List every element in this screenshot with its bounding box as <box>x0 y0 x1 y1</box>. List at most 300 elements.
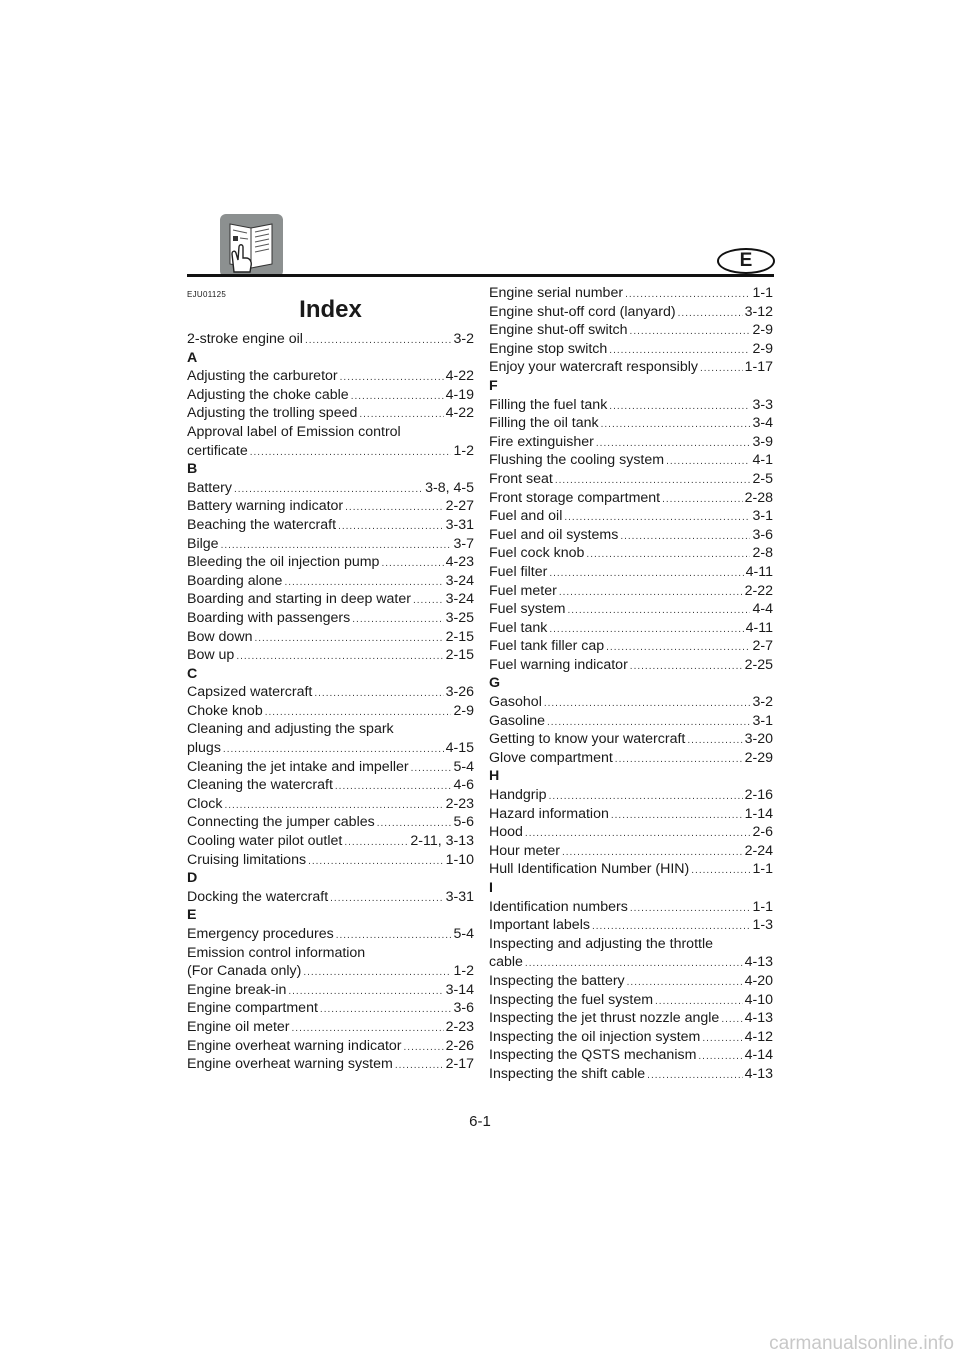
index-entry-label: Fuel and oil <box>489 508 563 525</box>
index-entry-page: 1-1 <box>752 898 773 915</box>
index-entry-page: 3-1 <box>752 712 773 729</box>
index-entry-page: 3-2 <box>453 331 474 347</box>
index-section-letter: C <box>187 665 198 682</box>
index-entry <box>187 999 474 1018</box>
index-entry-page: 4-15 <box>445 740 474 757</box>
index-entry <box>187 367 474 386</box>
index-entry-page: 4-23 <box>445 554 474 571</box>
index-entry-label: Engine stop switch <box>489 340 608 357</box>
index-entry-label: Cooling water pilot outlet <box>187 833 343 850</box>
index-entry-page: 2-17 <box>445 1056 474 1073</box>
index-entry-text: Cleaning and adjusting the spark <box>187 721 394 738</box>
index-entry-page: 2-29 <box>744 749 773 766</box>
index-entry-label: Bow up <box>187 647 235 664</box>
index-entry-label: Engine overheat warning system <box>187 1056 393 1073</box>
dot-leader <box>609 398 750 415</box>
document-code: EJU01125 <box>187 290 227 299</box>
index-entry-page: 4-1 <box>752 452 773 469</box>
dot-leader <box>335 778 452 795</box>
index-entry-label: Inspecting the fuel system <box>489 991 654 1008</box>
index-entry <box>187 888 474 907</box>
index-entry-page: 4-22 <box>445 405 474 422</box>
dot-leader <box>655 993 743 1010</box>
index-entry-label: Clock <box>187 795 223 812</box>
index-entry-label: Getting to know your watercraft <box>489 731 686 748</box>
index-entry-label: Choke knob <box>187 702 263 719</box>
index-entry-page: 4-12 <box>744 1028 773 1045</box>
index-entry <box>489 786 773 805</box>
index-entry-label: Fire extinguisher <box>489 433 594 450</box>
dot-leader <box>630 323 751 340</box>
index-entry-label: Cruising limitations <box>187 851 307 868</box>
dot-leader <box>525 825 751 842</box>
dot-leader <box>288 983 443 1000</box>
index-entry <box>489 358 773 377</box>
dot-leader <box>381 555 443 572</box>
dot-leader <box>611 807 743 824</box>
index-entry-page: 4-19 <box>445 386 474 403</box>
dot-leader <box>284 574 443 591</box>
index-entry-page: 1-3 <box>752 917 773 934</box>
index-entry-page: 2-7 <box>752 638 773 655</box>
dot-leader <box>721 1011 742 1028</box>
dot-leader <box>525 955 743 972</box>
index-entry-label: Battery warning indicator <box>187 498 344 515</box>
dot-leader <box>395 1057 444 1074</box>
dot-leader <box>630 900 751 917</box>
index-entry-label: Beaching the watercraft <box>187 516 337 533</box>
index-section-letter: E <box>187 907 197 924</box>
index-entry-page: 2-27 <box>445 498 474 515</box>
dot-leader <box>411 760 452 777</box>
index-entry <box>187 851 474 870</box>
index-entry <box>187 516 474 535</box>
index-entry-label: cable <box>489 954 523 971</box>
index-entry-page: 4-6 <box>453 777 474 794</box>
index-entry <box>489 656 773 675</box>
index-entry <box>187 628 474 647</box>
dot-leader <box>625 286 750 303</box>
dot-leader <box>338 518 444 535</box>
index-entry-page: 4-22 <box>445 368 474 385</box>
index-entry-page: 2-15 <box>445 647 474 664</box>
index-entry <box>489 451 773 470</box>
index-entry-label: Hull Identification Number (HIN) <box>489 861 690 878</box>
index-entry-page: 2-6 <box>752 824 773 841</box>
dot-leader <box>592 918 751 935</box>
dot-leader <box>678 305 743 322</box>
index-entry-page: 3-6 <box>453 1000 474 1017</box>
index-entry-label: Fuel system <box>489 601 566 618</box>
index-entry-page: 2-9 <box>752 322 773 339</box>
index-entry <box>489 340 773 359</box>
index-entry <box>187 1055 474 1074</box>
index-entry-label: Fuel and oil systems <box>489 526 619 543</box>
index-entry-label: Engine shut-off switch <box>489 322 628 339</box>
index-section-letter: F <box>489 377 498 394</box>
index-entry <box>489 972 773 991</box>
dot-leader <box>359 406 443 423</box>
index-entry-label: Gasoline <box>489 712 545 729</box>
dot-leader <box>627 974 743 991</box>
dot-leader <box>250 444 452 461</box>
index-entry-label: Inspecting the oil injection system <box>489 1028 701 1045</box>
index-entry-page: 3-31 <box>445 888 474 905</box>
page-number: 6-1 <box>469 1113 491 1130</box>
index-entry-page: 1-2 <box>453 442 474 459</box>
index-entry <box>187 813 474 832</box>
index-section-letter: H <box>489 768 500 785</box>
index-entry <box>187 739 474 758</box>
index-entry-label: Battery <box>187 479 232 496</box>
index-entry-page: 3-6 <box>752 526 773 543</box>
index-entry <box>489 916 773 935</box>
index-entry-label: Important labels <box>489 917 590 934</box>
dot-leader <box>630 658 743 675</box>
index-entry <box>187 553 474 572</box>
dot-leader <box>336 927 452 944</box>
index-entry-page: 1-14 <box>744 805 773 822</box>
dot-leader <box>345 499 443 516</box>
index-entry-label: Engine compartment <box>187 1000 318 1017</box>
dot-leader <box>223 741 444 758</box>
index-entry <box>187 925 474 944</box>
index-entry-label: Gasohol <box>489 694 542 711</box>
index-entry <box>489 563 773 582</box>
index-entry-page: 1-1 <box>752 285 773 301</box>
index-entry <box>187 497 474 516</box>
index-entry-page: 3-20 <box>744 731 773 748</box>
index-entry <box>489 544 773 563</box>
dot-leader <box>330 890 443 907</box>
dot-leader <box>620 528 750 545</box>
index-entry-label: Bilge <box>187 535 219 552</box>
index-entry <box>187 386 474 405</box>
dot-leader <box>320 1001 452 1018</box>
dot-leader <box>609 342 750 359</box>
dot-leader <box>221 537 452 554</box>
index-section-letter: A <box>187 349 198 366</box>
index-entry-text: Inspecting and adjusting the throttle <box>489 935 714 952</box>
index-entry-label: Emergency procedures <box>187 926 334 942</box>
index-entry <box>187 572 474 591</box>
dot-leader <box>555 472 751 489</box>
index-entry <box>187 758 474 777</box>
dot-leader <box>562 844 743 861</box>
dot-leader <box>234 481 423 498</box>
index-entry-page: 4-13 <box>744 954 773 971</box>
index-section-letter: I <box>489 880 493 896</box>
index-entry-label: Hood <box>489 824 523 841</box>
index-entry <box>187 609 474 628</box>
dot-leader <box>700 360 743 377</box>
index-entry <box>489 489 773 508</box>
index-entry-label: Flushing the cooling system <box>489 452 665 469</box>
index-entry-page: 1-10 <box>445 851 474 868</box>
index-entry-page: 3-4 <box>752 415 773 432</box>
index-entry-label: Hour meter <box>489 842 560 859</box>
index-entry-page: 2-5 <box>752 470 773 487</box>
index-entry-label: Bleeding the oil injection pump <box>187 554 380 571</box>
dot-leader <box>308 853 444 870</box>
index-entry <box>187 535 474 554</box>
dot-leader <box>549 788 743 805</box>
dot-leader <box>314 685 443 702</box>
dot-leader <box>615 751 743 768</box>
index-entry <box>489 860 773 879</box>
index-entry <box>489 433 773 452</box>
index-entry-label: 2-stroke engine oil <box>187 331 303 347</box>
index-entry <box>489 712 773 731</box>
index-entry <box>489 526 773 545</box>
dot-leader <box>662 491 742 508</box>
index-entry <box>489 284 773 303</box>
index-entry <box>187 981 474 1000</box>
index-entry <box>489 414 773 433</box>
index-entry-label: Engine serial number <box>489 285 624 301</box>
index-entry <box>187 646 474 665</box>
dot-leader <box>606 639 750 656</box>
index-entry-label: Engine break-in <box>187 981 287 998</box>
page-title: Index <box>299 296 362 323</box>
index-entry-label: Boarding and starting in deep water <box>187 591 411 608</box>
dot-leader <box>559 584 743 601</box>
language-badge: E <box>717 248 775 274</box>
index-entry <box>489 582 773 601</box>
dot-leader <box>351 388 444 405</box>
dot-leader <box>377 815 452 832</box>
index-entry <box>489 600 773 619</box>
index-entry-page: 1-17 <box>744 359 773 376</box>
index-entry-page: 3-1 <box>752 508 773 525</box>
index-entry <box>489 898 773 917</box>
index-entry <box>489 1009 773 1028</box>
index-entry-label: Fuel cock knob <box>489 545 585 562</box>
index-entry-label: Hazard information <box>489 805 609 822</box>
index-entry-label: Filling the oil tank <box>489 415 599 432</box>
index-entry-label: Fuel warning indicator <box>489 656 628 673</box>
dot-leader <box>596 435 751 452</box>
index-entry-label: Adjusting the choke cable <box>187 386 349 403</box>
index-entry-page: 3-3 <box>752 396 773 413</box>
dot-leader <box>544 695 751 712</box>
dot-leader <box>564 509 750 526</box>
index-entry-label: Engine overheat warning indicator <box>187 1037 402 1054</box>
index-entry <box>489 842 773 861</box>
index-entry <box>187 1018 474 1037</box>
manual-book-hand-icon <box>220 214 283 277</box>
dot-leader <box>666 453 750 470</box>
index-entry-label: Fuel filter <box>489 563 548 580</box>
index-entry-page: 4-13 <box>744 1010 773 1027</box>
index-entry-label: Engine oil meter <box>187 1018 290 1035</box>
index-entry-page: 3-12 <box>744 303 773 320</box>
index-entry-page: 4-13 <box>744 1065 773 1082</box>
index-entry <box>489 619 773 638</box>
index-column-right <box>489 284 773 1084</box>
index-entry-label: Front seat <box>489 470 553 487</box>
index-entry-label: Boarding with passengers <box>187 609 351 626</box>
index-entry-page: 3-9 <box>752 433 773 450</box>
index-entry-page: 2-24 <box>744 842 773 859</box>
index-entry-page: 2-26 <box>445 1037 474 1054</box>
index-entry-label: Inspecting the battery <box>489 972 625 989</box>
index-entry <box>489 823 773 842</box>
index-entry-label: Capsized watercraft <box>187 684 313 701</box>
index-entry-page: 5-4 <box>453 758 474 775</box>
index-entry-page: 4-11 <box>745 619 773 636</box>
index-entry-label: Handgrip <box>489 787 547 804</box>
index-entry <box>489 303 773 322</box>
index-entry <box>187 479 474 498</box>
index-entry-page: 2-28 <box>744 489 773 506</box>
dot-leader <box>601 416 751 433</box>
index-entry-page: 2-22 <box>744 582 773 599</box>
dot-leader <box>586 546 750 563</box>
index-entry-page: 1-1 <box>752 861 773 878</box>
index-section-letter: B <box>187 461 198 478</box>
index-entry-label: Engine shut-off cord (lanyard) <box>489 303 676 320</box>
index-entry-label: Adjusting the carburetor <box>187 368 338 385</box>
index-entry-page: 2-23 <box>445 1018 474 1035</box>
index-entry-label: certificate <box>187 442 248 459</box>
dot-leader <box>340 369 444 386</box>
index-entry-page: 3-25 <box>445 609 474 626</box>
dot-leader <box>687 732 742 749</box>
index-entry <box>489 637 773 656</box>
index-entry-page: 2-15 <box>445 628 474 645</box>
index-entry-page: 3-24 <box>445 572 474 589</box>
dot-leader <box>404 1039 444 1056</box>
index-column-left <box>187 330 474 1074</box>
index-entry-label: Identification numbers <box>489 898 628 915</box>
index-entry <box>489 1065 773 1084</box>
dot-leader <box>647 1067 742 1084</box>
index-entry-page: 5-4 <box>453 926 474 942</box>
dot-leader <box>303 964 451 981</box>
index-entry <box>187 590 474 609</box>
dot-leader <box>549 621 743 638</box>
dot-leader <box>224 797 443 814</box>
index-entry <box>489 693 773 712</box>
index-entry-label: Enjoy your watercraft responsibly <box>489 359 698 376</box>
index-entry-label: Inspecting the QSTS mechanism <box>489 1047 697 1064</box>
index-entry-label: Glove compartment <box>489 749 613 766</box>
index-entry <box>187 404 474 423</box>
index-entry <box>489 1046 773 1065</box>
index-entry <box>187 330 474 349</box>
index-entry-page: 3-7 <box>453 535 474 552</box>
index-entry <box>187 795 474 814</box>
dot-leader <box>236 648 443 665</box>
index-entry <box>489 730 773 749</box>
index-entry <box>187 776 474 795</box>
index-entry-page: 2-11, 3-13 <box>410 833 474 850</box>
dot-leader <box>413 592 444 609</box>
index-entry-text: Emission control information <box>187 944 366 961</box>
index-entry-label: Bow down <box>187 628 253 645</box>
dot-leader <box>691 862 750 879</box>
index-entry-label: Connecting the jumper cables <box>187 814 375 831</box>
dot-leader <box>567 602 750 619</box>
index-entry-page: 3-26 <box>445 684 474 701</box>
watermark: carmanualsonline.info <box>769 1333 954 1354</box>
index-entry-page: 4-20 <box>744 972 773 989</box>
index-entry-page: 3-8, 4-5 <box>425 479 474 496</box>
index-entry-page: 3-14 <box>445 981 474 998</box>
dot-leader <box>292 1020 444 1037</box>
index-section-letter: D <box>187 870 198 887</box>
index-entry-label: Adjusting the trolling speed <box>187 405 358 422</box>
index-entry-label: Inspecting the shift cable <box>489 1065 646 1082</box>
index-entry <box>489 470 773 489</box>
dot-leader <box>702 1030 742 1047</box>
index-entry <box>187 442 474 461</box>
index-entry-page: 2-9 <box>453 702 474 719</box>
index-entry <box>489 953 773 972</box>
index-entry-page: 3-31 <box>445 516 474 533</box>
index-entry <box>489 396 773 415</box>
dot-leader <box>254 630 443 647</box>
dot-leader <box>344 834 408 851</box>
index-entry-label: Fuel tank filler cap <box>489 638 605 655</box>
index-entry-label: Docking the watercraft <box>187 888 329 905</box>
index-entry <box>489 805 773 824</box>
index-entry <box>187 683 474 702</box>
index-entry <box>187 702 474 721</box>
index-entry-page: 2-25 <box>744 656 773 673</box>
dot-leader <box>698 1048 742 1065</box>
index-entry-page: 4-14 <box>744 1047 773 1064</box>
index-entry-label: Fuel tank <box>489 619 548 636</box>
index-entry-label: Filling the fuel tank <box>489 396 608 413</box>
index-entry-page: 1-2 <box>453 963 474 980</box>
dot-leader <box>305 332 452 349</box>
index-entry <box>489 991 773 1010</box>
index-entry-label: Fuel meter <box>489 582 557 599</box>
index-entry-page: 2-8 <box>752 545 773 562</box>
index-entry <box>489 507 773 526</box>
index-entry <box>489 749 773 768</box>
index-entry <box>187 832 474 851</box>
index-entry <box>489 321 773 340</box>
index-entry-label: Cleaning the jet intake and impeller <box>187 758 409 775</box>
dot-leader <box>352 611 443 628</box>
index-entry-page: 2-9 <box>752 340 773 357</box>
index-entry-label: (For Canada only) <box>187 963 302 980</box>
index-entry <box>489 1028 773 1047</box>
header-rule <box>187 274 774 277</box>
dot-leader <box>549 565 743 582</box>
index-entry-label: plugs <box>187 740 221 757</box>
index-section-letter: G <box>489 675 501 692</box>
dot-leader <box>265 704 452 721</box>
index-entry-page: 3-2 <box>752 694 773 711</box>
index-entry-text: Approval label of Emission control <box>187 423 401 440</box>
index-entry <box>187 962 474 981</box>
index-entry-page: 4-4 <box>752 601 773 618</box>
dot-leader <box>547 714 750 731</box>
index-entry-page: 4-10 <box>744 991 773 1008</box>
index-entry-page: 5-6 <box>453 814 474 831</box>
index-entry-page: 4-11 <box>745 563 773 580</box>
index-entry-label: Front storage compartment <box>489 489 661 506</box>
index-entry-label: Inspecting the jet thrust nozzle angle <box>489 1010 720 1027</box>
index-entry-page: 3-24 <box>445 591 474 608</box>
index-entry-page: 2-23 <box>445 795 474 812</box>
index-entry-label: Boarding alone <box>187 572 283 589</box>
index-entry <box>187 1037 474 1056</box>
